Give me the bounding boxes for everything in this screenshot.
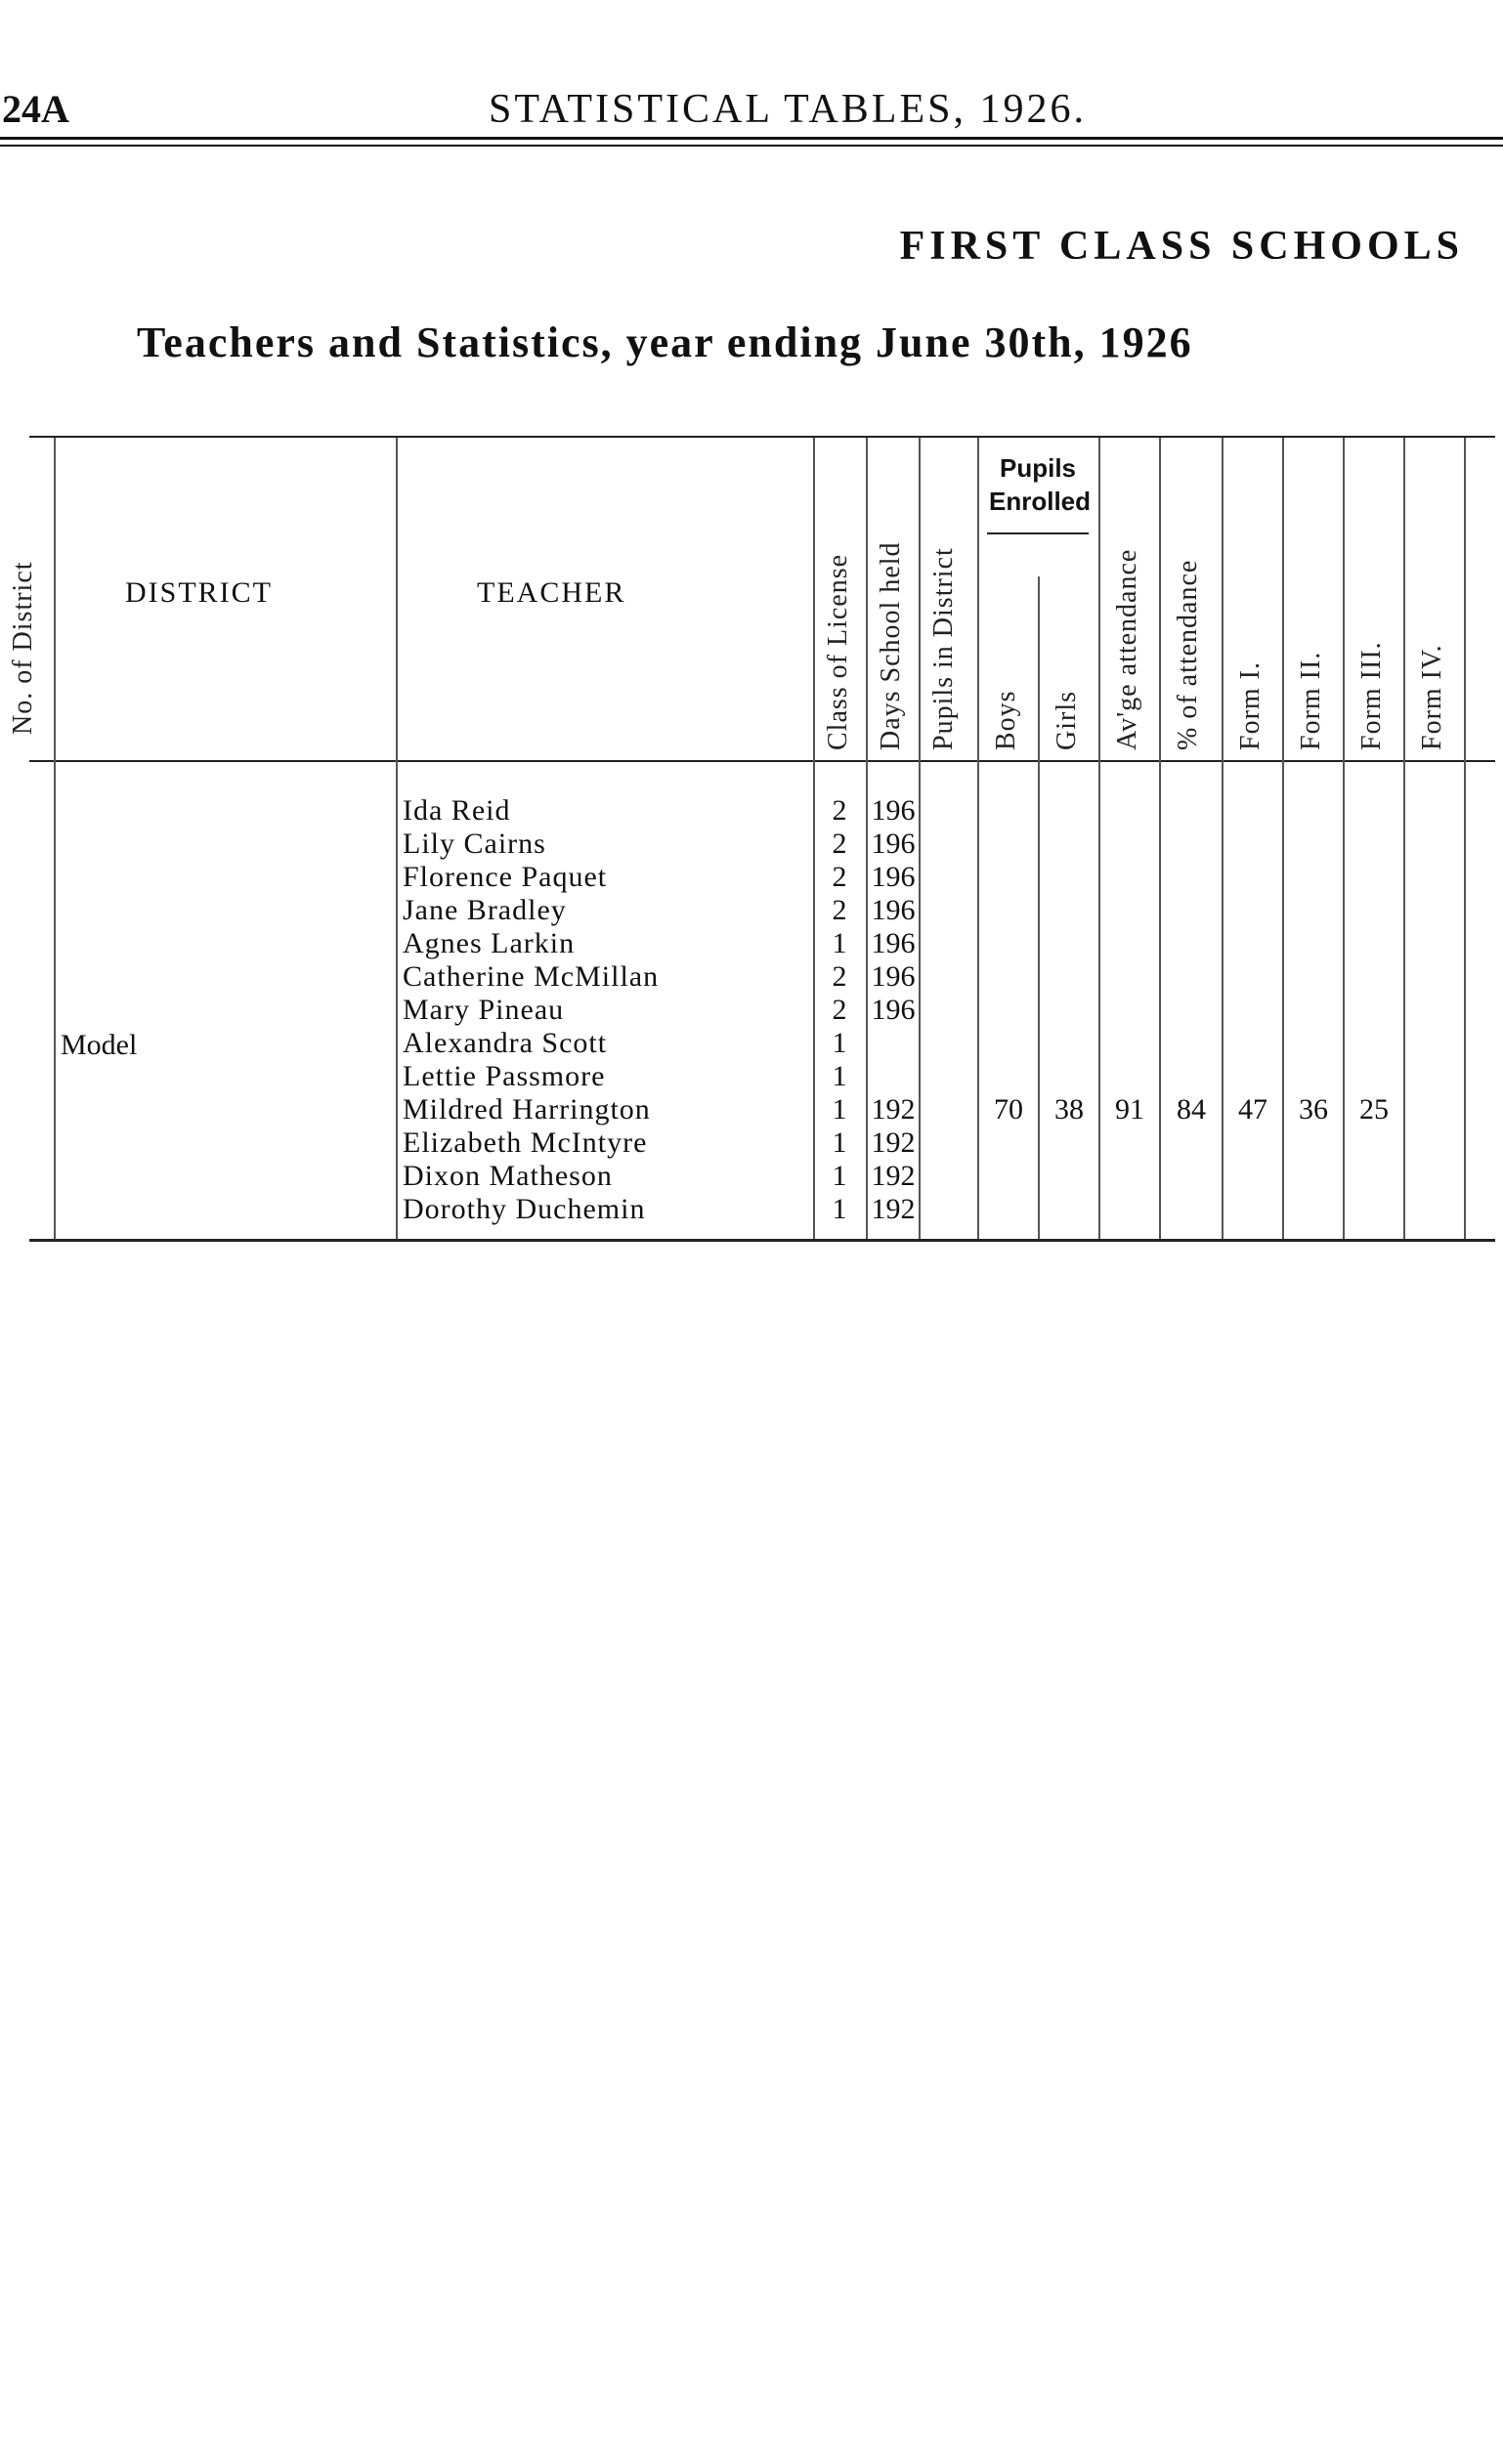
- days-school-held-cell: 196: [871, 894, 916, 926]
- col-sep-teacher-left: [396, 438, 398, 1239]
- class-of-license-cell: 1: [832, 1126, 847, 1159]
- teacher-name: Elizabeth McIntyre: [403, 1126, 651, 1159]
- teacher-name-cell: [403, 994, 813, 1027]
- days-school-held-cell: 196: [871, 861, 916, 893]
- teacher-name: Alexandra Scott: [403, 1027, 611, 1059]
- days-school-held-cell: 196: [871, 828, 916, 860]
- avg-attendance-total: 91: [1115, 1093, 1144, 1126]
- header-rule-secondary: [0, 145, 1503, 147]
- teacher-name: Dixon Matheson: [403, 1160, 617, 1192]
- header-class-of-license: Class of License: [823, 553, 853, 750]
- teacher-name: Ida Reid: [403, 794, 514, 827]
- days-school-held-cell: 196: [871, 794, 916, 827]
- header-district: DISTRICT: [125, 576, 273, 609]
- teacher-name-cell: [403, 927, 813, 960]
- teacher-name: Lily Cairns: [403, 828, 550, 860]
- header-pupils-enrolled: Pupils Enrolled: [989, 453, 1092, 516]
- teacher-name-cell: [403, 1160, 813, 1193]
- form-iii-total: 25: [1359, 1093, 1389, 1126]
- header-girls: Girls: [1052, 691, 1082, 750]
- district-label: Model: [61, 1029, 141, 1061]
- header-bottom-rule: [29, 760, 1495, 762]
- header-form-iv: Form IV.: [1417, 644, 1447, 750]
- class-of-license-cell: 2: [832, 861, 847, 893]
- col-sep-form4-right: [1464, 438, 1466, 1239]
- table-subtitle: Teachers and Statistics, year ending June 30th, 1926: [137, 319, 1193, 366]
- class-of-license-cell: 2: [832, 994, 847, 1026]
- header-form-i: Form I.: [1235, 661, 1266, 750]
- class-of-license-cell: 2: [832, 894, 847, 926]
- col-sep-district-left: [54, 438, 56, 1239]
- teacher-name: Jane Bradley: [403, 894, 571, 926]
- class-of-license-cell: 1: [832, 927, 847, 959]
- teacher-name-cell: [403, 794, 813, 828]
- header-rule: [0, 137, 1503, 140]
- header-no-of-district: No. of District: [8, 561, 38, 735]
- col-sep-girls-left: [1038, 576, 1040, 1239]
- teacher-name-cell: [403, 1060, 813, 1093]
- days-school-held-cell: 196: [871, 994, 916, 1026]
- col-sep-form4-left: [1403, 438, 1405, 1239]
- class-of-license-cell: 1: [832, 1093, 847, 1126]
- header-pct-attendance: % of attendance: [1173, 559, 1203, 750]
- table-bottom-rule: [29, 1239, 1495, 1242]
- teacher-name-cell: [403, 1126, 813, 1160]
- running-title: STATISTICAL TABLES, 1926.: [489, 87, 1087, 132]
- header-form-iii: Form III.: [1356, 641, 1387, 750]
- class-of-license-cell: 2: [832, 960, 847, 993]
- teacher-name: Agnes Larkin: [403, 927, 579, 959]
- class-of-license-cell: 1: [832, 1193, 847, 1225]
- teacher-name-cell: [403, 960, 813, 994]
- form-i-total: 47: [1238, 1093, 1267, 1126]
- teacher-name-cell: [403, 894, 813, 927]
- class-of-license-cell: 1: [832, 1027, 847, 1059]
- teacher-name: Lettie Passmore: [403, 1060, 609, 1092]
- class-of-license-cell: 1: [832, 1060, 847, 1092]
- class-of-license-cell: 1: [832, 1160, 847, 1192]
- col-sep-pupils-left: [919, 438, 921, 1239]
- teacher-name-cell: [403, 828, 813, 861]
- days-school-held-cell: 192: [871, 1193, 916, 1225]
- days-school-held-cell: 192: [871, 1126, 916, 1159]
- teacher-name: Florence Paquet: [403, 861, 611, 893]
- class-of-license-cell: 2: [832, 794, 847, 827]
- form-ii-total: 36: [1299, 1093, 1328, 1126]
- days-school-held-cell: 192: [871, 1160, 916, 1192]
- district-name: [61, 1029, 398, 1062]
- section-title: FIRST CLASS SCHOOLS: [899, 224, 1464, 269]
- pct-attendance-total: 84: [1177, 1093, 1206, 1126]
- header-days-school-held: Days School held: [876, 541, 906, 750]
- header-avg-attendance: Av'ge attendance: [1112, 548, 1142, 750]
- header-pupils-in-district: Pupils in District: [928, 547, 959, 750]
- teacher-name: Mildred Harrington: [403, 1093, 655, 1126]
- header-teacher: TEACHER: [477, 576, 626, 609]
- teacher-name: Dorothy Duchemin: [403, 1193, 649, 1225]
- days-school-held-cell: [868, 1027, 919, 1060]
- header-boys: Boys: [991, 690, 1021, 750]
- header-form-ii: Form II.: [1296, 651, 1326, 750]
- teacher-name-cell: [403, 1027, 813, 1060]
- class-of-license-cell: 2: [832, 828, 847, 860]
- girls-total: 38: [1054, 1093, 1084, 1126]
- page-number: 24A: [2, 87, 69, 131]
- table-top-rule: [29, 436, 1495, 438]
- teacher-name-cell: [403, 1093, 813, 1126]
- pupils-enrolled-underline: [987, 532, 1089, 534]
- teacher-name: Mary Pineau: [403, 994, 568, 1026]
- col-sep-class-left: [813, 438, 815, 1239]
- teacher-name-cell: [403, 1193, 813, 1226]
- teacher-name: Catherine McMillan: [403, 960, 663, 993]
- days-school-held-cell: 196: [871, 960, 916, 993]
- days-school-held-cell: 192: [871, 1093, 916, 1126]
- days-school-held-cell: [868, 1060, 919, 1093]
- teacher-name-cell: [403, 861, 813, 894]
- boys-total: 70: [994, 1093, 1023, 1126]
- days-school-held-cell: 196: [871, 927, 916, 959]
